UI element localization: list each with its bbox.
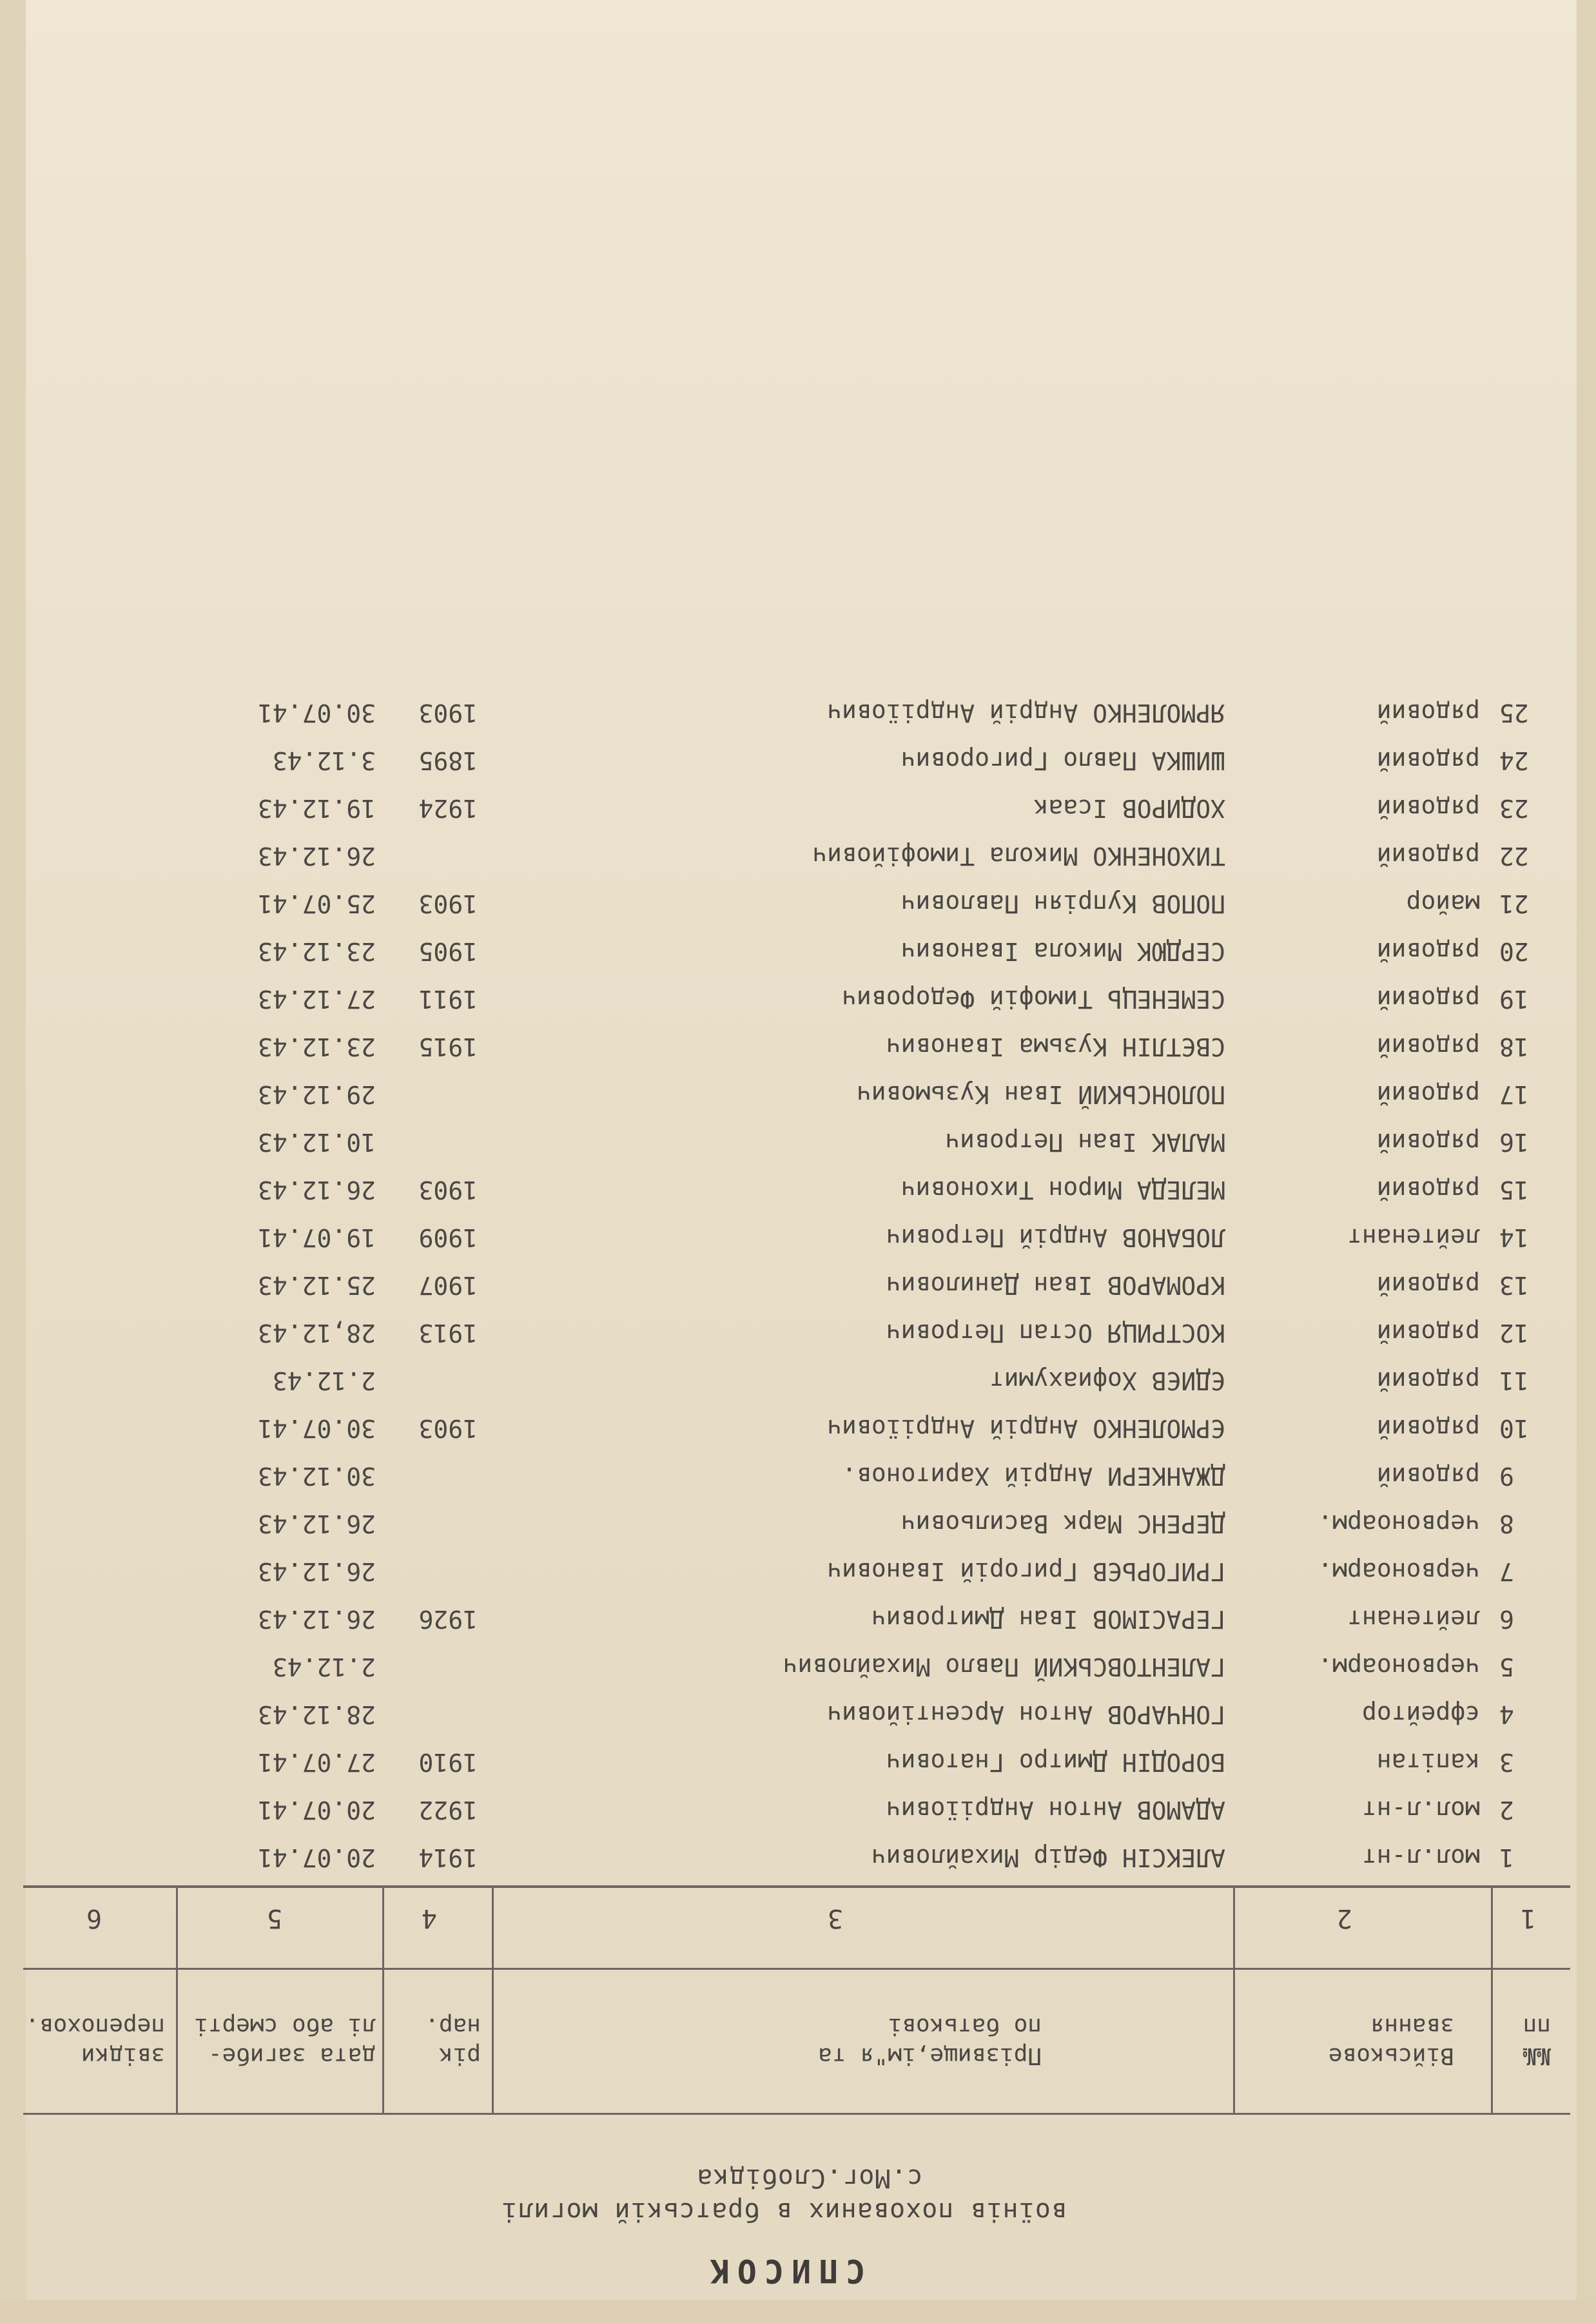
row-rank: червоноарм.	[1318, 1510, 1480, 1538]
row-rank: рядовий	[1376, 1176, 1480, 1204]
row-rank: рядовий	[1376, 1033, 1480, 1061]
row-birth-year: 1903	[418, 1414, 478, 1443]
row-birth-year: 1922	[418, 1796, 478, 1824]
row-number: 9	[1499, 1462, 1514, 1490]
row-number: 10	[1499, 1414, 1529, 1443]
header-col-number: 1	[1520, 1903, 1537, 1933]
row-number: 12	[1499, 1319, 1529, 1347]
table-row	[0, 775, 1596, 822]
header-col-number: 3	[827, 1903, 844, 1933]
row-name: ГАЛЕНТОВСЬКИЙ Павло Михайлович	[783, 1653, 1225, 1681]
header-col-number: 5	[266, 1903, 283, 1933]
row-number: 5	[1499, 1653, 1514, 1681]
row-birth-year: 1913	[418, 1319, 478, 1347]
row-number: 4	[1499, 1700, 1514, 1729]
row-death-date: 3.12.43	[272, 746, 376, 775]
row-number: 11	[1499, 1366, 1529, 1395]
table-row	[0, 870, 1596, 918]
row-rank: червоноарм.	[1318, 1557, 1480, 1586]
header-date: дата загибе- лі або смерті	[194, 2013, 376, 2069]
table-row	[0, 679, 1596, 727]
row-death-date: 23.12.43	[257, 1033, 376, 1061]
row-number: 6	[1499, 1605, 1514, 1633]
table-row	[0, 1490, 1596, 1538]
row-number: 1	[1499, 1843, 1514, 1872]
row-birth-year: 1926	[418, 1605, 478, 1633]
column-separator	[492, 1888, 494, 2115]
header-top-rule	[23, 2113, 1570, 2115]
row-name: МАЛАК Іван Петрович	[945, 1128, 1225, 1156]
row-rank: рядовий	[1376, 1414, 1480, 1443]
table-row	[0, 1633, 1596, 1681]
row-rank: майор	[1406, 889, 1480, 918]
header-bottom-rule	[23, 1885, 1570, 1888]
row-number: 24	[1499, 746, 1529, 775]
row-birth-year: 1924	[418, 794, 478, 822]
table-row	[0, 1586, 1596, 1633]
row-rank: рядовий	[1376, 1366, 1480, 1395]
row-death-date: 30.07.41	[257, 1414, 376, 1443]
row-rank: мол.л-нт	[1361, 1843, 1480, 1872]
column-separator	[176, 1888, 178, 2115]
row-death-date: 27.12.43	[257, 985, 376, 1013]
row-rank: рядовий	[1376, 1080, 1480, 1109]
row-name: ТИХОНЕНКО Микола Тимофійович	[812, 842, 1225, 870]
row-number: 18	[1499, 1033, 1529, 1061]
row-number: 17	[1499, 1080, 1529, 1109]
row-name: ГРИГОРЬЄВ Григорій Іванович	[827, 1557, 1225, 1586]
row-rank: рядовий	[1376, 1462, 1480, 1490]
header-col-number: 2	[1336, 1903, 1353, 1933]
document-subtitle: воїнів похованих в братській могилі	[501, 2197, 1067, 2226]
row-death-date: 30.07.41	[257, 699, 376, 727]
row-rank: рядовий	[1376, 746, 1480, 775]
row-death-date: 26.12.43	[257, 1605, 376, 1633]
row-number: 21	[1499, 889, 1529, 918]
row-name: ЄРМОЛЕНКО Андрій Андріїович	[827, 1414, 1225, 1443]
row-birth-year: 1911	[418, 985, 478, 1013]
table-row	[0, 1824, 1596, 1872]
header-mid-rule	[23, 1968, 1570, 1970]
row-rank: лейтенант	[1347, 1223, 1480, 1252]
row-rank: єфрейтор	[1361, 1700, 1480, 1729]
table-row	[0, 1776, 1596, 1824]
table-row	[0, 1061, 1596, 1109]
row-birth-year: 1905	[418, 937, 478, 966]
row-name: СЕРДЮК Микола Іванович	[900, 937, 1225, 966]
row-number: 20	[1499, 937, 1529, 966]
row-number: 2	[1499, 1796, 1514, 1824]
row-rank: червоноарм.	[1318, 1653, 1480, 1681]
table-row	[0, 1204, 1596, 1252]
row-death-date: 28.12.43	[257, 1700, 376, 1729]
row-death-date: 19.12.43	[257, 794, 376, 822]
table-row	[0, 1681, 1596, 1729]
table-row	[0, 966, 1596, 1013]
document-location: с.Мог.Слобідка	[696, 2163, 923, 2193]
table-row	[0, 1347, 1596, 1395]
table-row	[0, 1443, 1596, 1490]
row-rank: капітан	[1376, 1748, 1480, 1776]
row-birth-year: 1910	[418, 1748, 478, 1776]
row-death-date: 20.07.41	[257, 1796, 376, 1824]
row-death-date: 19.07.41	[257, 1223, 376, 1252]
row-number: 7	[1499, 1557, 1514, 1586]
row-name: МЕЛЕДА Мирон Тихонович	[900, 1176, 1225, 1204]
row-name: СВЄТЛІН Кузьма Іванович	[886, 1033, 1225, 1061]
row-birth-year: 1903	[418, 889, 478, 918]
row-name: ГОНЧАРОВ Антон Арсентійович	[827, 1700, 1225, 1729]
row-name: КОСТРИЦЯ Остап Петрович	[886, 1319, 1225, 1347]
row-death-date: 23.12.43	[257, 937, 376, 966]
row-death-date: 30.12.43	[257, 1462, 376, 1490]
row-birth-year: 1903	[418, 699, 478, 727]
row-rank: рядовий	[1376, 794, 1480, 822]
row-birth-year: 1909	[418, 1223, 478, 1252]
row-death-date: 2.12.43	[272, 1366, 376, 1395]
row-number: 8	[1499, 1510, 1514, 1538]
header-name: Прізвище,ім"я та по батькові	[818, 2013, 1042, 2069]
table-row	[0, 1252, 1596, 1299]
row-name: ЛОБАНОВ Андрій Петрович	[886, 1223, 1225, 1252]
table-row	[0, 1156, 1596, 1204]
row-name: СЕМЕНЕЦЬ Тимофій Федорович	[842, 985, 1225, 1013]
table-row	[0, 1013, 1596, 1061]
row-rank: лейтенант	[1347, 1605, 1480, 1633]
column-separator	[1233, 1888, 1235, 2115]
row-death-date: 27.07.41	[257, 1748, 376, 1776]
row-birth-year: 1914	[418, 1843, 478, 1872]
column-separator	[382, 1888, 384, 2115]
row-number: 23	[1499, 794, 1529, 822]
document-title: СПИСОК	[702, 2252, 866, 2289]
row-name: БОРОДІН Дмитро Гнатович	[886, 1748, 1225, 1776]
row-rank: рядовий	[1376, 1319, 1480, 1347]
row-name: ДЕРЕНС Марк Васильович	[900, 1510, 1225, 1538]
table-row	[0, 1538, 1596, 1586]
row-death-date: 25.12.43	[257, 1271, 376, 1299]
row-death-date: 26.12.43	[257, 1176, 376, 1204]
row-name: АЛЕКСІН Федір Михайлович	[871, 1843, 1225, 1872]
column-separator	[1491, 1888, 1493, 2115]
row-birth-year: 1895	[418, 746, 478, 775]
row-death-date: 26.12.43	[257, 1557, 376, 1586]
table-row	[0, 1109, 1596, 1156]
row-death-date: 26.12.43	[257, 1510, 376, 1538]
table-row	[0, 1729, 1596, 1776]
row-death-date: 25.07.41	[257, 889, 376, 918]
row-name: ГЕРАСІМОВ Іван Дмитрович	[871, 1605, 1225, 1633]
row-name: ДЖАНКЕРИ Андрій Харитонов.	[842, 1462, 1225, 1490]
row-name: ПОЛОНСЬКИЙ Іван Кузьмович	[857, 1080, 1225, 1109]
table-row	[0, 1395, 1596, 1443]
header-origin: звідки перепохов.	[25, 2013, 165, 2069]
row-rank: рядовий	[1376, 1271, 1480, 1299]
row-name: ХОДИРОВ Ісаак	[1033, 794, 1225, 822]
row-birth-year: 1907	[418, 1271, 478, 1299]
row-rank: мол.л-нт	[1361, 1796, 1480, 1824]
row-number: 16	[1499, 1128, 1529, 1156]
row-number: 19	[1499, 985, 1529, 1013]
header-col-number: 4	[421, 1903, 438, 1933]
row-death-date: 20.07.41	[257, 1843, 376, 1872]
row-name: ЄДИЄВ Хофиахумит	[989, 1366, 1225, 1395]
row-name: ШИШКА Павло Григорович	[900, 746, 1225, 775]
row-rank: рядовий	[1376, 985, 1480, 1013]
row-death-date: 10.12.43	[257, 1128, 376, 1156]
row-name: ЯРМОЛЕНКО Андрій Андріїович	[827, 699, 1225, 727]
row-death-date: 28,12.43	[257, 1319, 376, 1347]
row-rank: рядовий	[1376, 699, 1480, 727]
row-birth-year: 1903	[418, 1176, 478, 1204]
table-row	[0, 1299, 1596, 1347]
row-death-date: 29.12.43	[257, 1080, 376, 1109]
row-rank: рядовий	[1376, 1128, 1480, 1156]
row-number: 14	[1499, 1223, 1529, 1252]
row-number: 13	[1499, 1271, 1529, 1299]
row-name: ПОПОВ Купріян Павлович	[900, 889, 1225, 918]
row-name: КРОМАРОВ Іван Данилович	[886, 1271, 1225, 1299]
row-birth-year: 1915	[418, 1033, 478, 1061]
header-number: №№ пп	[1523, 2013, 1551, 2069]
row-number: 22	[1499, 842, 1529, 870]
row-name: АДАМОВ Антон Андріїович	[886, 1796, 1225, 1824]
table-row	[0, 918, 1596, 966]
table-row	[0, 822, 1596, 870]
header-col-number: 6	[86, 1903, 102, 1933]
row-rank: рядовий	[1376, 842, 1480, 870]
row-death-date: 26.12.43	[257, 842, 376, 870]
header-rank: Військове звання	[1328, 2013, 1454, 2069]
row-death-date: 2.12.43	[272, 1653, 376, 1681]
table-row	[0, 727, 1596, 775]
row-number: 3	[1499, 1748, 1514, 1776]
row-number: 25	[1499, 699, 1529, 727]
header-year: рік нар.	[425, 2013, 481, 2069]
row-rank: рядовий	[1376, 937, 1480, 966]
row-number: 15	[1499, 1176, 1529, 1204]
